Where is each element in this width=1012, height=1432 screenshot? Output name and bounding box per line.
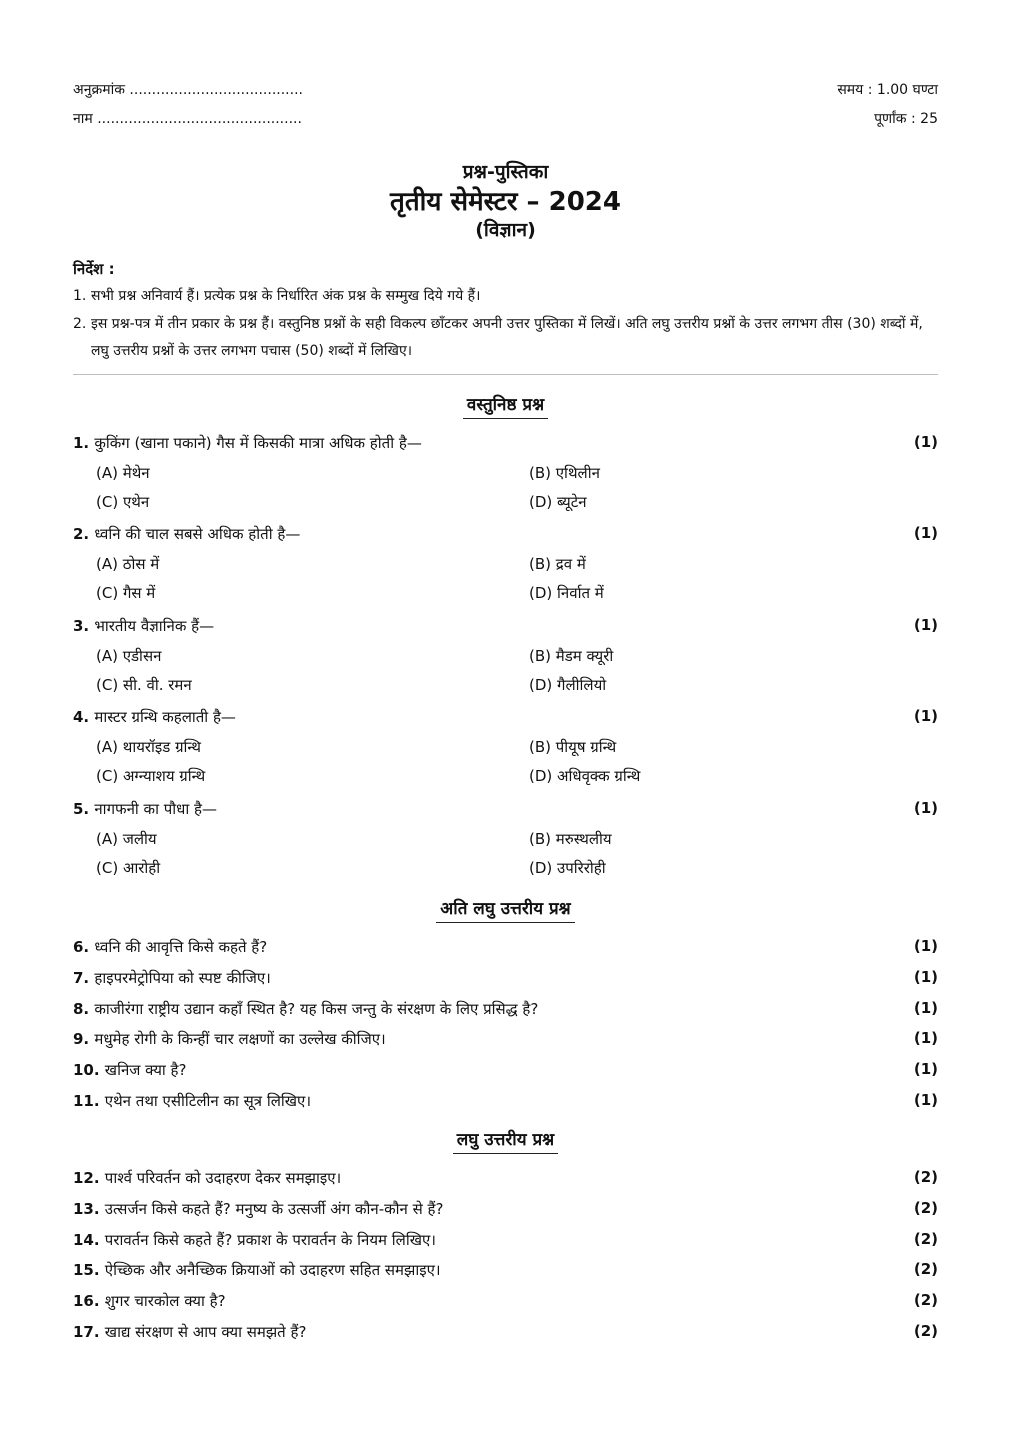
semester-title: तृतीय सेमेस्टर – 2024: [390, 187, 621, 217]
option: (B) द्रव में: [529, 555, 586, 573]
section-title-objective: [73, 392, 938, 419]
section-title-text: वस्तुनिष्ठ प्रश्न: [463, 392, 548, 419]
question-marks: (1): [913, 524, 938, 542]
option: (B) पीयूष ग्रन्थि: [529, 738, 617, 756]
question-marks: (1): [913, 707, 938, 725]
option: (B) मैडम क्यूरी: [529, 647, 614, 665]
question-marks: (1): [913, 799, 938, 817]
question-number: 11.: [73, 1092, 105, 1110]
section-title-text: लघु उत्तरीय प्रश्न: [453, 1127, 558, 1154]
question-row: [73, 1230, 938, 1256]
question-text: परावर्तन किसे कहते हैं? प्रकाश के परावर्तन के नियम लिखिए।: [104, 1231, 436, 1249]
question-number: 7.: [73, 969, 95, 987]
option: (C) एथेन: [96, 493, 150, 511]
question-number: 3.: [73, 617, 95, 635]
question-marks: (1): [913, 999, 938, 1017]
option: (C) आरोही: [96, 859, 161, 877]
question-row: [73, 1060, 938, 1086]
question-marks: (2): [913, 1260, 938, 1278]
instruction-number: 2.: [73, 316, 87, 332]
question-text: खनिज क्या है?: [104, 1061, 187, 1079]
question-row: [73, 1199, 938, 1225]
question-text: कुकिंग (खाना पकाने) गैस में किसकी मात्रा अधिक होती है—: [94, 434, 422, 452]
question-text: मास्टर ग्रन्थि कहलाती है—: [94, 708, 236, 726]
question-text: हाइपरमेट्रोपिया को स्पष्ट कीजिए।: [94, 969, 271, 987]
option: (B) एथिलीन: [529, 464, 600, 482]
section-title-text: अति लघु उत्तरीय प्रश्न: [436, 896, 574, 923]
divider: [73, 374, 938, 375]
question-row: [73, 1091, 938, 1117]
question-marks: (1): [913, 1029, 938, 1047]
question-text: पार्श्व परिवर्तन को उदाहरण देकर समझाइए।: [104, 1169, 342, 1187]
instruction-item: [73, 283, 938, 310]
option: (D) अधिवृक्क ग्रन्थि: [529, 767, 641, 785]
total-marks-label: पूर्णांक : 25: [874, 111, 938, 127]
name-label: नाम ..............................................: [73, 111, 302, 127]
question-text: शुगर चारकोल क्या है?: [104, 1292, 226, 1310]
question-number: 9.: [73, 1030, 95, 1048]
question-text: मधुमेह रोगी के किन्हीं चार लक्षणों का उल्लेख कीजिए।: [94, 1030, 386, 1048]
question-text: ध्वनि की आवृत्ति किसे कहते हैं?: [94, 938, 268, 956]
question-row: [73, 707, 938, 733]
instruction-item: [73, 311, 938, 365]
option: (B) मरुस्थलीय: [529, 830, 612, 848]
question-marks: (2): [913, 1291, 938, 1309]
option: (A) मेथेन: [96, 464, 150, 482]
question-marks: (2): [913, 1199, 938, 1217]
question-marks: (1): [913, 937, 938, 955]
question-text: खाद्य संरक्षण से आप क्या समझते हैं?: [104, 1323, 307, 1341]
question-number: 13.: [73, 1200, 105, 1218]
question-number: 16.: [73, 1292, 105, 1310]
question-row: [73, 1322, 938, 1348]
question-row: [73, 524, 938, 550]
subject-title: (विज्ञान): [475, 219, 536, 241]
question-number: 6.: [73, 938, 95, 956]
question-marks: (2): [913, 1322, 938, 1340]
question-row: [73, 999, 938, 1025]
instruction-text: इस प्रश्न-पत्र में तीन प्रकार के प्रश्न हैं। वस्तुनिष्ठ प्रश्नों के सही विकल्प छाँटकर अपनी उत्तर पुस्तिका में लिखें। अति लघु उत्तरीय प्रश्नों के उत्तर लगभग तीस (30) शब्दों में, लघु उत्तरीय प्रश्नों के उत्तर लगभग पचास (50) शब्दों में लिखिए।: [91, 316, 923, 359]
question-marks: (2): [913, 1230, 938, 1248]
question-marks: (1): [913, 433, 938, 451]
question-marks: (2): [913, 1168, 938, 1186]
header-row-1: [73, 80, 938, 104]
question-marks: (1): [913, 968, 938, 986]
question-number: 12.: [73, 1169, 105, 1187]
question-row: [73, 1168, 938, 1194]
header-row-2: [73, 109, 938, 133]
option: (D) उपरिरोही: [529, 859, 606, 877]
question-marks: (1): [913, 616, 938, 634]
question-text: ध्वनि की चाल सबसे अधिक होती है—: [94, 525, 301, 543]
section-title-short: [73, 1127, 938, 1154]
question-text: ऐच्छिक और अनैच्छिक क्रियाओं को उदाहरण सहित समझाइए।: [104, 1261, 441, 1279]
instruction-text: सभी प्रश्न अनिवार्य हैं। प्रत्येक प्रश्न के निर्धारित अंक प्रश्न के सम्मुख दिये गये हैं।: [91, 288, 481, 304]
question-row: [73, 799, 938, 825]
instructions-heading: निर्देश :: [73, 260, 115, 278]
question-number: 17.: [73, 1323, 105, 1341]
option: (C) गैस में: [96, 584, 156, 602]
question-text: भारतीय वैज्ञानिक हैं—: [94, 617, 215, 635]
question-row: [73, 1260, 938, 1286]
roll-number-label: अनुक्रमांक .......................................: [73, 82, 303, 98]
question-text: एथेन तथा एसीटिलीन का सूत्र लिखिए।: [104, 1092, 312, 1110]
instruction-number: 1.: [73, 288, 87, 304]
question-row: [73, 968, 938, 994]
question-number: 8.: [73, 1000, 95, 1018]
question-row: [73, 937, 938, 963]
question-text: नागफनी का पौधा है—: [94, 800, 217, 818]
question-row: [73, 433, 938, 459]
option: (D) गैलीलियो: [529, 676, 607, 694]
question-number: 5.: [73, 800, 95, 818]
question-row: [73, 1291, 938, 1317]
time-label: समय : 1.00 घण्टा: [837, 82, 938, 98]
option: (A) ठोस में: [96, 555, 160, 573]
question-marks: (1): [913, 1091, 938, 1109]
option: (A) एडीसन: [96, 647, 162, 665]
question-marks: (1): [913, 1060, 938, 1078]
question-number: 14.: [73, 1231, 105, 1249]
option: (D) निर्वात में: [529, 584, 604, 602]
booklet-title: प्रश्न-पुस्तिका: [462, 161, 549, 183]
question-number: 10.: [73, 1061, 105, 1079]
question-number: 1.: [73, 434, 95, 452]
question-number: 4.: [73, 708, 95, 726]
option: (D) ब्यूटेन: [529, 493, 587, 511]
question-row: [73, 616, 938, 642]
option: (C) सी. वी. रमन: [96, 676, 192, 694]
question-number: 15.: [73, 1261, 105, 1279]
question-text: काजीरंगा राष्ट्रीय उद्यान कहाँ स्थित है? यह किस जन्तु के संरक्षण के लिए प्रसिद्ध है?: [94, 1000, 539, 1018]
option: (A) थायरॉइड ग्रन्थि: [96, 738, 202, 756]
question-text: उत्सर्जन किसे कहते हैं? मनुष्य के उत्सर्जी अंग कौन-कौन से हैं?: [104, 1200, 444, 1218]
section-title-very-short: [73, 896, 938, 923]
question-number: 2.: [73, 525, 95, 543]
option: (A) जलीय: [96, 830, 157, 848]
option: (C) अग्न्याशय ग्रन्थि: [96, 767, 206, 785]
question-row: [73, 1029, 938, 1055]
